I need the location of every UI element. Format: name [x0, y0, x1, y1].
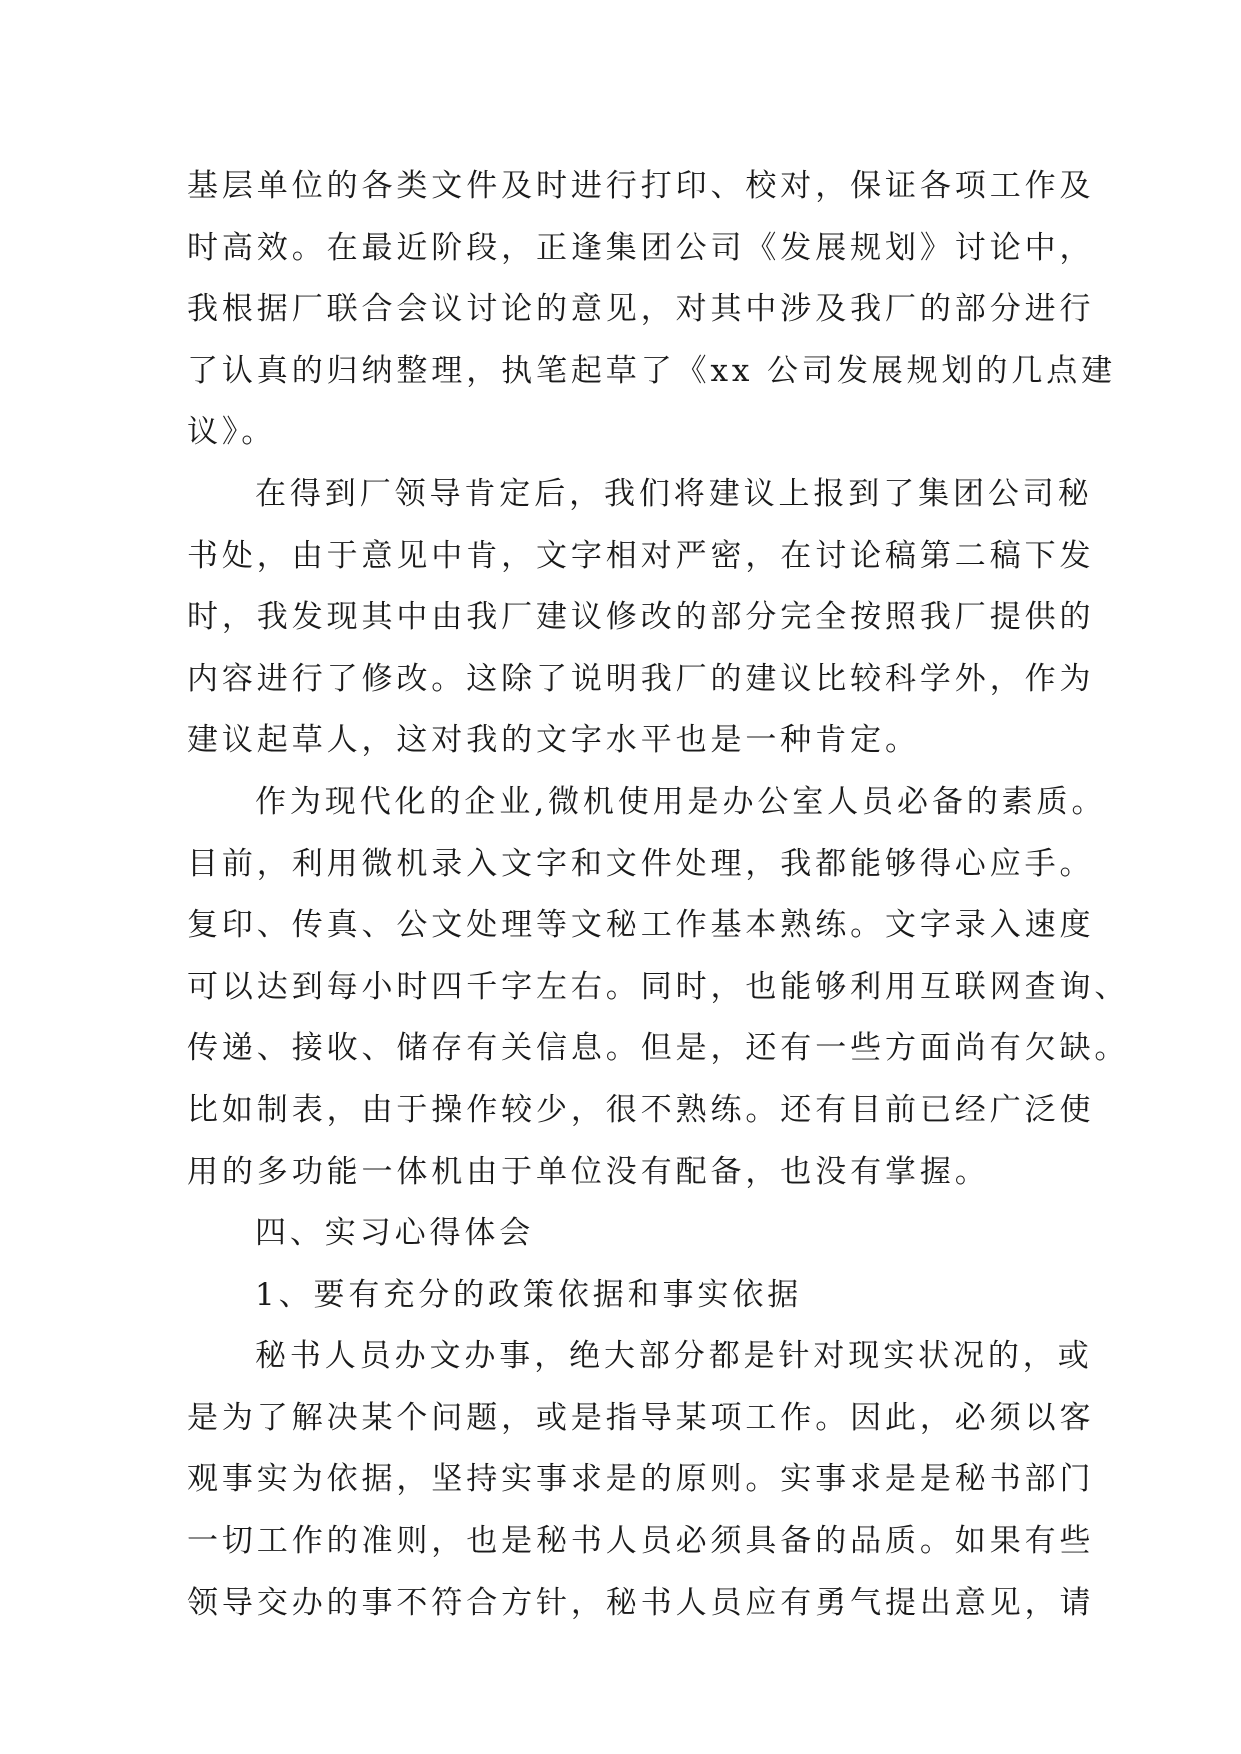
subsection-heading: 1、要有充分的政策依据和事实依据 — [255, 1276, 803, 1313]
text-line: 基层单位的各类文件及时进行打印、校对，保证各项工作及 — [187, 168, 1095, 204]
text-line: 建议起草人，这对我的文字水平也是一种肯定。 — [187, 722, 920, 759]
text-line: 时高效。在最近阶段，正逢集团公司《发展规划》讨论中， — [187, 229, 1095, 266]
document-body — [187, 156, 1130, 1634]
text-line: 时，我发现其中由我厂建议修改的部分完全按照我厂提供的 — [187, 599, 1095, 636]
text-line: 一切工作的准则，也是秘书人员必须具备的品质。如果有些 — [187, 1523, 1095, 1560]
text-line: 比如制表，由于操作较少，很不熟练。还有目前已经广泛使 — [187, 1091, 1095, 1128]
text-line: 目前，利用微机录入文字和文件处理，我都能够得心应手。 — [187, 845, 1095, 882]
text-line: 我根据厂联合会议讨论的意见，对其中涉及我厂的部分进行 — [187, 291, 1095, 328]
text-line: 复印、传真、公文处理等文秘工作基本熟练。文字录入速度 — [187, 907, 1095, 944]
paragraph-start-line: 秘书人员办文办事，绝大部分都是针对现实状况的，或 — [255, 1338, 1093, 1375]
text-line: 议》。 — [187, 414, 277, 451]
text-line: 可以达到每小时四千字左右。同时，也能够利用互联网查询、 — [187, 968, 1130, 1005]
text-line: 内容进行了修改。这除了说明我厂的建议比较科学外，作为 — [187, 660, 1095, 697]
text-line: 传递、接收、储存有关信息。但是，还有一些方面尚有欠缺。 — [187, 1030, 1130, 1067]
text-line: 观事实为依据，坚持实事求是的原则。实事求是是秘书部门 — [187, 1461, 1095, 1498]
text-line: 了认真的归纳整理，执笔起草了《xx 公司发展规划的几点建 — [187, 352, 1117, 389]
section-heading: 四、实习心得体会 — [255, 1215, 535, 1252]
text-line: 书处，由于意见中肯，文字相对严密，在讨论稿第二稿下发 — [187, 537, 1095, 574]
text-line: 用的多功能一体机由于单位没有配备，也没有掌握。 — [187, 1153, 990, 1190]
text-line: 是为了解决某个问题，或是指导某项工作。因此，必须以客 — [187, 1399, 1095, 1436]
paragraph-start-line: 作为现代化的企业,微机使用是办公室人员必备的素质。 — [255, 783, 1107, 820]
text-line: 领导交办的事不符合方针，秘书人员应有勇气提出意见，请 — [187, 1584, 1095, 1621]
paragraph-start-line: 在得到厂领导肯定后，我们将建议上报到了集团公司秘 — [255, 475, 1093, 512]
